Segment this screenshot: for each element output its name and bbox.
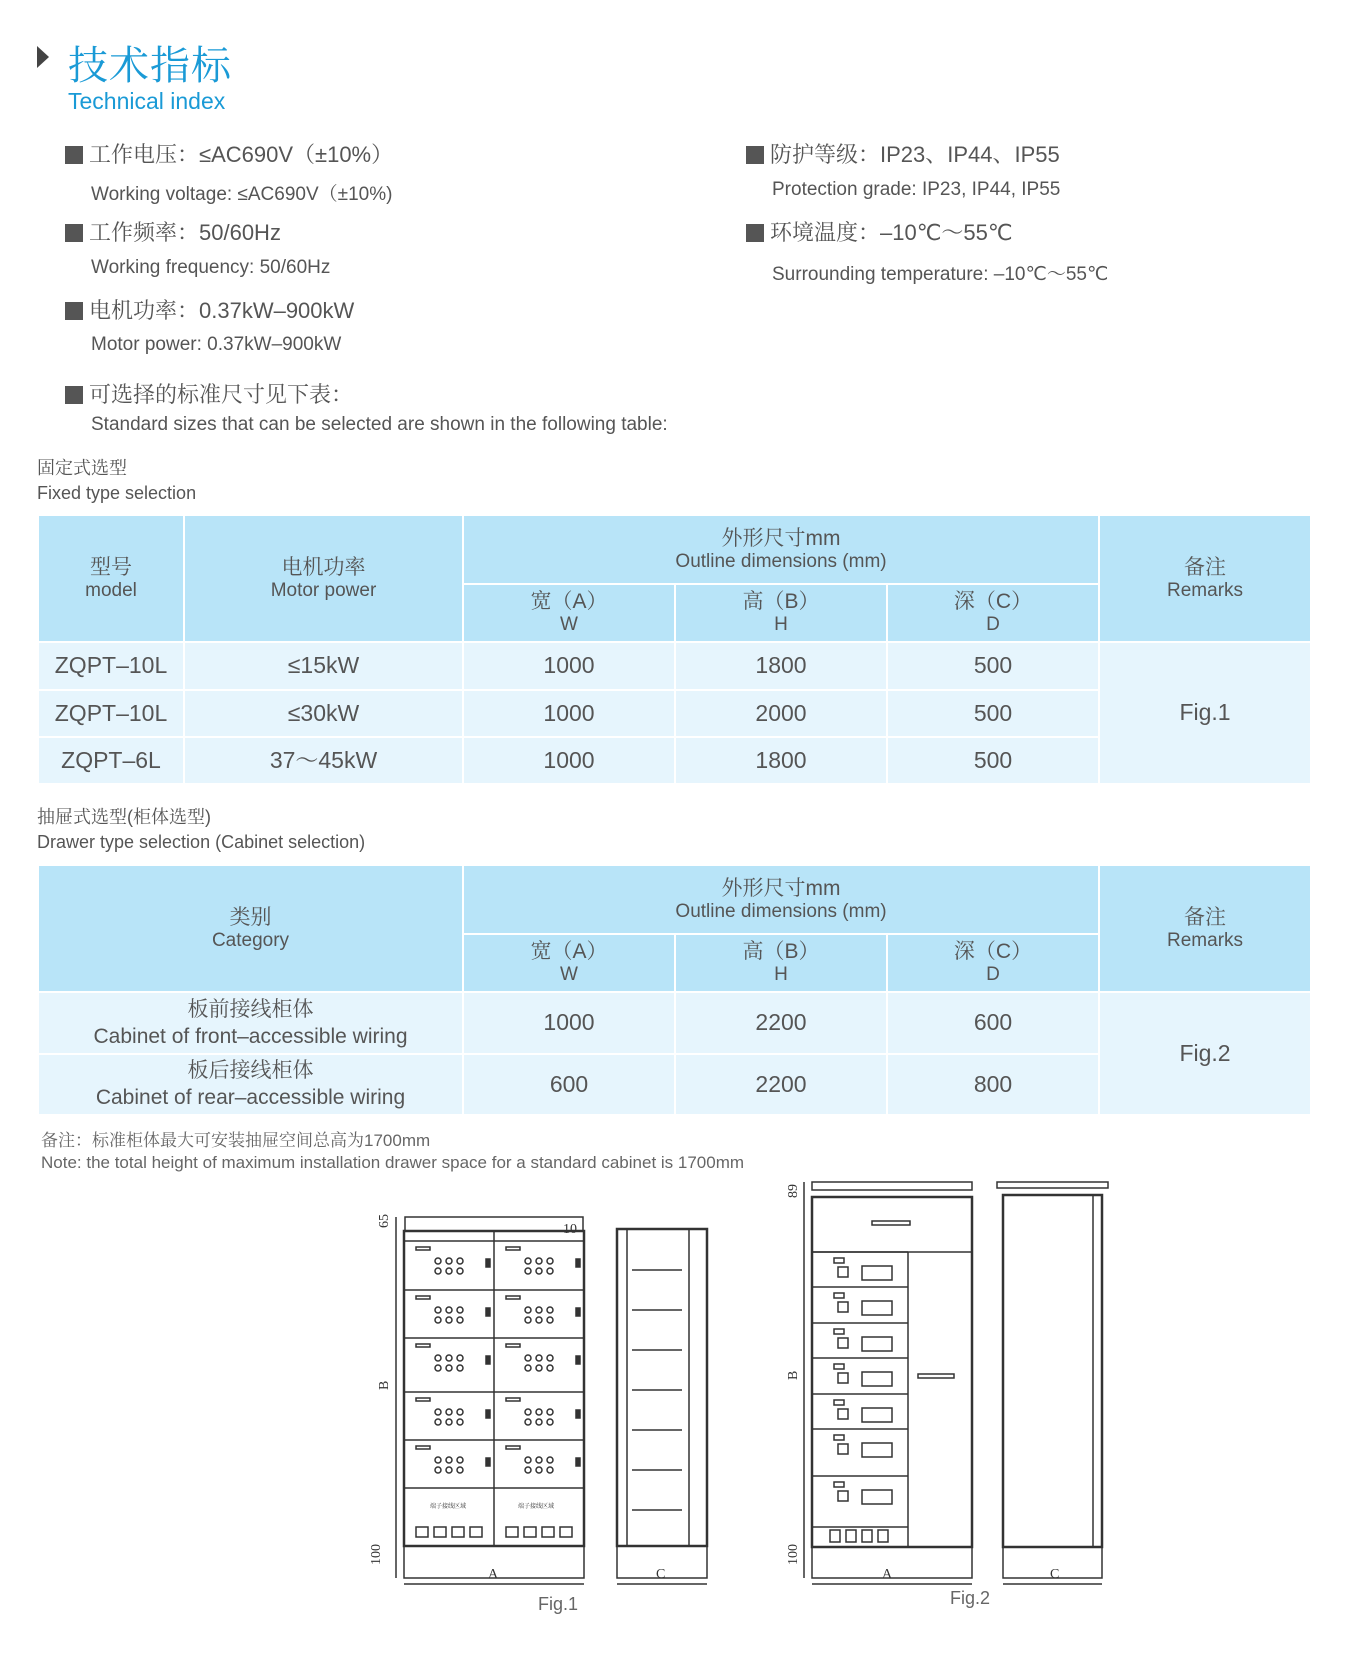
handle-icon (576, 1410, 580, 1418)
button-icon (547, 1307, 553, 1313)
button-icon (525, 1409, 531, 1415)
dim-base: 100 (369, 1544, 384, 1565)
fig1-front-view (396, 1217, 584, 1584)
spec-temperature-en: Surrounding temperature: –10℃～55℃ (772, 264, 1109, 285)
button-icon (435, 1457, 441, 1463)
drawer-label (416, 1247, 430, 1250)
button-icon (446, 1419, 452, 1425)
header-width: 宽（A） W (463, 934, 675, 992)
handle-icon (576, 1458, 580, 1466)
cell-power: 37～45kW (184, 737, 463, 784)
drawer-label (506, 1296, 520, 1299)
note-cn: 备注：标准柜体最大可安装抽屉空间总高为1700mm (41, 1131, 431, 1150)
button-icon (457, 1258, 463, 1264)
page-title: 技术指标 (68, 44, 232, 88)
button-icon (446, 1258, 452, 1264)
drawer-label-cn: 抽屉式选型(柜体选型) (37, 807, 211, 827)
vent-icon (862, 1530, 872, 1542)
header-height: 高（B） H (675, 584, 887, 642)
switch-icon (838, 1491, 848, 1501)
header-outline-dimensions: 外形尺寸mm Outline dimensions (mm) (463, 865, 1099, 934)
cell-width: 1000 (463, 690, 675, 737)
vent-icon (878, 1530, 888, 1542)
header-motor-power: 电机功率 Motor power (184, 515, 463, 642)
spec-sizes-en: Standard sizes that can be selected are shown in the following table: (91, 414, 668, 435)
drawer-label (834, 1293, 844, 1298)
button-icon (435, 1365, 441, 1371)
dim-top: 89 (786, 1184, 801, 1198)
button-icon (435, 1317, 441, 1323)
button-icon (536, 1317, 542, 1323)
button-icon (536, 1409, 542, 1415)
button-icon (536, 1365, 542, 1371)
header-model: 型号 model (38, 515, 184, 642)
button-icon (446, 1457, 452, 1463)
fig1-side-view (617, 1229, 707, 1584)
switch-icon (838, 1338, 848, 1348)
button-icon (457, 1409, 463, 1415)
button-icon (457, 1355, 463, 1361)
dim-base: 100 (786, 1544, 801, 1565)
button-icon (446, 1317, 452, 1323)
handle-icon (486, 1259, 490, 1267)
top-panel-slot (872, 1221, 910, 1225)
drawer-label (506, 1398, 520, 1401)
button-icon (446, 1307, 452, 1313)
cell-power: ≤30kW (184, 690, 463, 737)
cabinet-top (812, 1182, 972, 1190)
dim-gap: 10 (563, 1222, 577, 1237)
header-remarks: 备注 Remarks (1099, 865, 1311, 992)
drawer-label (506, 1247, 520, 1250)
button-icon (547, 1409, 553, 1415)
button-icon (457, 1317, 463, 1323)
side-body (617, 1229, 707, 1546)
header-category: 类别 Category (38, 865, 463, 992)
meter-icon (862, 1372, 892, 1386)
header-remarks: 备注 Remarks (1099, 515, 1311, 642)
switch-icon (838, 1409, 848, 1419)
button-icon (547, 1268, 553, 1274)
button-icon (525, 1258, 531, 1264)
meter-icon (862, 1337, 892, 1351)
dim-width: A (882, 1567, 893, 1582)
cell-model: ZQPT–10L (38, 642, 184, 690)
spec-frequency-cn: 工作频率：50/60Hz (89, 220, 281, 245)
fig2-side-view (997, 1182, 1108, 1584)
button-icon (457, 1268, 463, 1274)
button-icon (525, 1268, 531, 1274)
button-icon (525, 1419, 531, 1425)
page-subtitle: Technical index (68, 88, 226, 114)
header-width: 宽（A） W (463, 584, 675, 642)
handle-icon (576, 1356, 580, 1364)
cell-width: 1000 (463, 642, 675, 690)
cell-width: 1000 (463, 992, 675, 1054)
button-icon (435, 1419, 441, 1425)
dim-top: 65 (377, 1214, 392, 1228)
cell-height: 2200 (675, 1054, 887, 1115)
switch-icon (838, 1267, 848, 1277)
meter-icon (862, 1490, 892, 1504)
vent-icon (452, 1527, 464, 1537)
spec-temperature-cn: 环境温度：–10℃～55℃ (770, 220, 1013, 245)
button-icon (536, 1258, 542, 1264)
spec-power-en: Motor power: 0.37kW–900kW (91, 334, 342, 355)
drawer-label (834, 1329, 844, 1334)
cell-power: ≤15kW (184, 642, 463, 690)
door-handle (918, 1374, 954, 1378)
button-icon (547, 1467, 553, 1473)
button-icon (547, 1419, 553, 1425)
spec-frequency-en: Working frequency: 50/60Hz (91, 257, 331, 278)
vent-icon (846, 1530, 856, 1542)
fixed-label-cn: 固定式选型 (37, 458, 127, 478)
drawer-label (416, 1296, 430, 1299)
cell-depth: 500 (887, 642, 1099, 690)
cell-category: 板后接线柜体 Cabinet of rear–accessible wiring (38, 1054, 463, 1115)
button-icon (525, 1365, 531, 1371)
zone-label: 端子接线区域 (430, 1504, 467, 1510)
vent-icon (830, 1530, 840, 1542)
button-icon (536, 1307, 542, 1313)
handle-icon (486, 1356, 490, 1364)
cell-width: 1000 (463, 737, 675, 784)
dim-height: B (377, 1380, 392, 1390)
button-icon (457, 1467, 463, 1473)
button-icon (457, 1365, 463, 1371)
side-body (1003, 1195, 1102, 1547)
drawer-label (834, 1258, 844, 1263)
button-icon (525, 1467, 531, 1473)
dim-width: A (488, 1567, 499, 1582)
vent-icon (560, 1527, 572, 1537)
drawer-label (416, 1446, 430, 1449)
drawer-label (506, 1344, 520, 1347)
vent-icon (542, 1527, 554, 1537)
switch-icon (838, 1302, 848, 1312)
handle-icon (486, 1410, 490, 1418)
switch-icon (838, 1373, 848, 1383)
dim-depth: C (656, 1567, 666, 1582)
spec-voltage-en: Working voltage: ≤AC690V（±10%) (91, 184, 393, 205)
meter-icon (862, 1301, 892, 1315)
button-icon (435, 1268, 441, 1274)
cell-depth: 500 (887, 690, 1099, 737)
button-icon (547, 1365, 553, 1371)
drawer-label (416, 1344, 430, 1347)
button-icon (457, 1307, 463, 1313)
cell-remark: Fig.1 (1099, 642, 1311, 784)
button-icon (547, 1457, 553, 1463)
cell-depth: 800 (887, 1054, 1099, 1115)
fig1-caption: Fig.1 (538, 1594, 579, 1614)
vent-icon (434, 1527, 446, 1537)
cell-height: 1800 (675, 642, 887, 690)
button-icon (525, 1457, 531, 1463)
drawer-label (834, 1482, 844, 1487)
fig2-front-view (804, 1182, 972, 1584)
button-icon (446, 1365, 452, 1371)
meter-icon (862, 1266, 892, 1280)
cell-model: ZQPT–10L (38, 690, 184, 737)
meter-icon (862, 1443, 892, 1457)
button-icon (446, 1467, 452, 1473)
button-icon (435, 1467, 441, 1473)
spec-protection-en: Protection grade: IP23, IP44, IP55 (772, 179, 1061, 200)
button-icon (536, 1457, 542, 1463)
button-icon (536, 1268, 542, 1274)
header-depth: 深（C） D (887, 934, 1099, 992)
spec-power-cn: 电机功率：0.37kW–900kW (89, 298, 355, 323)
meter-icon (862, 1408, 892, 1422)
drawer-label (416, 1398, 430, 1401)
handle-icon (486, 1458, 490, 1466)
button-icon (536, 1467, 542, 1473)
handle-icon (576, 1259, 580, 1267)
cell-model: ZQPT–6L (38, 737, 184, 784)
button-icon (525, 1307, 531, 1313)
header-height: 高（B） H (675, 934, 887, 992)
cell-height: 1800 (675, 737, 887, 784)
side-top (997, 1182, 1108, 1188)
button-icon (547, 1355, 553, 1361)
drawer-label (834, 1364, 844, 1369)
vent-icon (524, 1527, 536, 1537)
button-icon (536, 1419, 542, 1425)
spec-voltage-cn: 工作电压：≤AC690V（±10%） (89, 142, 394, 167)
button-icon (547, 1258, 553, 1264)
fig2-caption: Fig.2 (950, 1588, 991, 1608)
vent-icon (470, 1527, 482, 1537)
button-icon (525, 1317, 531, 1323)
header-depth: 深（C） D (887, 584, 1099, 642)
fixed-label-en: Fixed type selection (37, 483, 197, 503)
drawer-label (834, 1435, 844, 1440)
cell-height: 2200 (675, 992, 887, 1054)
switch-icon (838, 1444, 848, 1454)
spec-sizes-cn: 可选择的标准尺寸见下表： (89, 382, 354, 407)
button-icon (435, 1355, 441, 1361)
dim-height: B (786, 1370, 801, 1380)
handle-icon (486, 1308, 490, 1316)
drawer-label (506, 1446, 520, 1449)
cabinet-top (405, 1217, 583, 1231)
cell-category: 板前接线柜体 Cabinet of front–accessible wiring (38, 992, 463, 1054)
button-icon (435, 1307, 441, 1313)
button-icon (446, 1355, 452, 1361)
button-icon (547, 1317, 553, 1323)
note-en: Note: the total height of maximum installation drawer space for a standard cabinet is 1700mm (41, 1153, 745, 1172)
cell-depth: 500 (887, 737, 1099, 784)
drawer-label-en: Drawer type selection (Cabinet selection) (37, 832, 366, 852)
button-icon (435, 1258, 441, 1264)
button-icon (457, 1457, 463, 1463)
button-icon (536, 1355, 542, 1361)
cell-height: 2000 (675, 690, 887, 737)
vent-icon (506, 1527, 518, 1537)
button-icon (446, 1409, 452, 1415)
drawer-label (834, 1400, 844, 1405)
button-icon (525, 1355, 531, 1361)
cell-depth: 600 (887, 992, 1099, 1054)
spec-protection-cn: 防护等级：IP23、IP44、IP55 (770, 142, 1060, 167)
cell-remark: Fig.2 (1099, 992, 1311, 1115)
button-icon (446, 1268, 452, 1274)
vent-icon (416, 1527, 428, 1537)
button-icon (457, 1419, 463, 1425)
button-icon (435, 1409, 441, 1415)
header-outline-dimensions: 外形尺寸mm Outline dimensions (mm) (463, 515, 1099, 584)
zone-label: 端子接线区域 (518, 1504, 555, 1510)
dim-depth: C (1050, 1567, 1060, 1582)
cell-width: 600 (463, 1054, 675, 1115)
handle-icon (576, 1308, 580, 1316)
